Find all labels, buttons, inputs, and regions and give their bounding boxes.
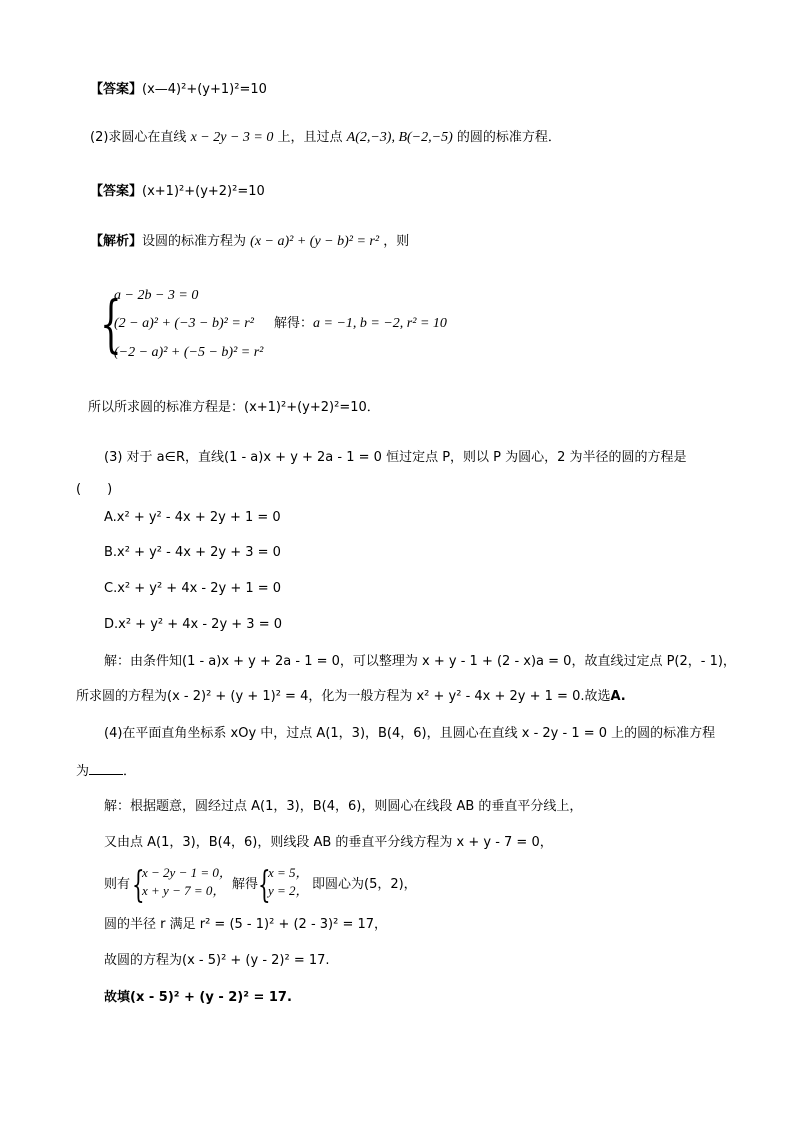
analysis-equation: (x − a)² + (y − b)² = r² bbox=[250, 234, 380, 249]
question-2-mid: 上，且过点 bbox=[277, 130, 343, 145]
system-row-2: (2 − a)² + (−3 − b)² = r² bbox=[114, 316, 254, 331]
solution-4-line-5: 故圆的方程为(x - 5)² + (y - 2)² = 17. bbox=[104, 953, 330, 968]
system-brace: { bbox=[100, 287, 122, 360]
question-3: (3) 对于 a∈R，直线(1 - a)x + y + 2a - 1 = 0 恒过定点 P，则以 P 为圆心，2 为半径的圆的方程是 bbox=[104, 450, 687, 465]
question-2-points: A(2,−3), B(−2,−5) bbox=[346, 130, 453, 145]
answer-value: (x—4)²+(y+1)²=10 bbox=[142, 82, 267, 97]
conclusion-2: 所以所求圆的标准方程是：(x+1)²+(y+2)²=10． bbox=[88, 400, 380, 415]
option-d[interactable]: D.x² + y² + 4x - 2y + 3 = 0 bbox=[104, 617, 283, 632]
question-2-tail: 的圆的标准方程． bbox=[456, 130, 561, 145]
question-3-paren: ( ) bbox=[76, 482, 113, 497]
solution-4-result-brace: { bbox=[258, 865, 271, 906]
solution-4-solve-label: 解得 bbox=[232, 877, 259, 892]
system-solve-label: 解得： bbox=[274, 316, 314, 331]
question-2 bbox=[90, 128, 561, 148]
analysis-tail: ，则 bbox=[383, 234, 410, 249]
solution-4-line-2: 又由点 A(1，3)，B(4，6)，则线段 AB 的垂直平分线方程为 x + y - 7 = 0， bbox=[104, 835, 553, 850]
question-4: (4)在平面直角坐标系 xOy 中，过点 A(1，3)，B(4，6)，且圆心在直线 x - 2y - 1 = 0 上的圆的标准方程 bbox=[104, 726, 716, 741]
system-row-1: a − 2b − 3 = 0 bbox=[114, 288, 199, 303]
analysis-text: 设圆的标准方程为 bbox=[142, 234, 247, 249]
question-2-text: (2)求圆心在直线 bbox=[90, 130, 187, 145]
option-b[interactable]: B.x² + y² - 4x + 2y + 3 = 0 bbox=[104, 545, 281, 560]
solution-4-line-6: 故填(x - 5)² + (y - 2)² = 17. bbox=[104, 990, 292, 1005]
system-solve-value: a = −1, b = −2, r² = 10 bbox=[313, 316, 447, 331]
analysis-label: 【解析】 bbox=[90, 234, 143, 249]
solution-3-line-2-text: 所求圆的方程为(x - 2)² + (y + 1)² = 4，化为一般方程为 x² + y² - 4x + 2y + 1 = 0.故选 bbox=[76, 689, 611, 704]
solution-4-system-prefix: 则有 bbox=[104, 877, 131, 892]
solution-4-line-4: 圆的半径 r 满足 r² = (5 - 1)² + (2 - 3)² = 17， bbox=[104, 917, 388, 932]
analysis bbox=[90, 232, 409, 252]
system-solve bbox=[274, 314, 447, 334]
answer-label: 【答案】 bbox=[90, 82, 143, 97]
question-4-prefix: 为 bbox=[76, 764, 90, 779]
answer-1 bbox=[90, 80, 267, 100]
answer-label: 【答案】 bbox=[90, 184, 143, 199]
solution-4-result-row-2: y = 2， bbox=[268, 883, 309, 898]
option-a[interactable]: A.x² + y² - 4x + 2y + 1 = 0 bbox=[104, 510, 281, 525]
answer-2 bbox=[90, 182, 265, 202]
solution-4-line-1: 解：根据题意，圆经过点 A(1，3)，B(4，6)，则圆心在线段 AB 的垂直平分线上， bbox=[104, 799, 583, 814]
option-c[interactable]: C.x² + y² + 4x - 2y + 1 = 0 bbox=[104, 581, 282, 596]
solution-3-answer: A. bbox=[610, 689, 626, 704]
answer-value: (x+1)²+(y+2)²=10 bbox=[142, 184, 265, 199]
question-4-suffix: ． bbox=[123, 764, 137, 779]
solution-4-result-row-1: x = 5， bbox=[268, 865, 309, 880]
question-4-line-2 bbox=[76, 760, 136, 782]
solution-4-system-row-2: x + y − 7 = 0， bbox=[142, 883, 226, 898]
solution-4-system-row-1: x − 2y − 1 = 0， bbox=[142, 865, 232, 880]
system-row-3: (−2 − a)² + (−5 − b)² = r² bbox=[114, 345, 264, 360]
solution-3-line-2 bbox=[76, 687, 626, 707]
solution-3-line-1: 解：由条件知(1 - a)x + y + 2a - 1 = 0，可以整理为 x + y - 1 + (2 - x)a = 0，故直线过定点 P(2，- 1)， bbox=[104, 654, 736, 669]
solution-4-system-brace: { bbox=[132, 865, 145, 906]
answer-blank[interactable] bbox=[89, 760, 123, 775]
question-2-line-equation: x − 2y − 3 = 0 bbox=[190, 130, 274, 145]
solution-4-center: 即圆心为(5，2)， bbox=[312, 877, 417, 892]
